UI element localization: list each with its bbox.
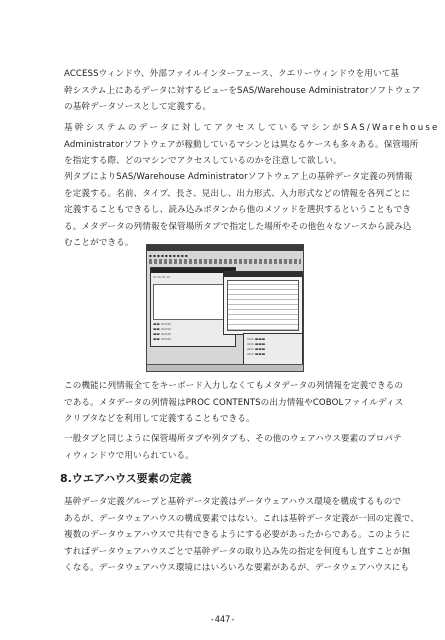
figure-menubar: ▪ ▪ ▪ ▪ ▪ ▪ ▪ ▪ ▪ ▪ — [149, 253, 188, 258]
text-line: ACCESSウィンドウ、外部ファイルインターフェース、クエリーウィンドウを用いて基 — [64, 69, 400, 79]
paragraph-4 — [58, 378, 404, 428]
text-line: クリプタなどを利用して定義することもできる。 — [64, 414, 255, 425]
text-line: すればデータウェアハウスごとで基幹データの取り込み先の指定を何度もし直すことが無 — [64, 546, 411, 557]
paragraph-6 — [58, 494, 419, 577]
paragraph-1 — [58, 66, 421, 116]
software-screenshot-figure — [146, 244, 304, 372]
paragraph-5 — [58, 431, 402, 464]
text-line: 定義することもできるし、読み込みボタンから他のメソッドを選択するということもでき — [64, 205, 412, 216]
text-line: 基幹システムのデータに対してアクセスしているマシンがSAS/Warehouse — [64, 123, 440, 133]
figure-column-window — [223, 271, 303, 335]
paragraph-3 — [58, 169, 413, 252]
figure-dialog-rows: ▭▭ ▬▬▬ ▭▭ ▬▬▬ ▭▭ ▬▬▬ ▭▭ ▬▬▬ — [247, 337, 266, 356]
figure-panel — [153, 284, 233, 320]
text-line: を定義する。名前、タイプ、長さ、見出し、出力形式、入力形式などの情報を各列ごとに — [64, 188, 411, 199]
text-line: る。メタデータの列情報を保管場所タブで指定した場所やその他色々なソースから読み込 — [64, 221, 412, 232]
text-line: あるが、データウェアハウスの構成要素ではない。これは基幹データ定義が一回の定義で、 — [64, 513, 419, 524]
text-line: Administratorソフトウェアが稼動しているマシンとは異なるケースも多々ある。保管場所 — [64, 139, 419, 150]
page-number: -447- — [209, 615, 236, 625]
text-line: この機能に列情報全てをキーボード入力しなくてもメタデータの列情報を定義できるの — [64, 381, 404, 391]
figure-statusbar — [147, 364, 303, 371]
text-line: 複数のデータウェアハウスで共有できるようにする必要があったからである。このように — [64, 530, 411, 541]
figure-window-titlebar — [147, 245, 303, 251]
paragraph-2 — [58, 120, 440, 170]
figure-toolbar — [149, 259, 301, 264]
figure-dialog-window — [243, 333, 303, 367]
text-line: 一般タブと同じように保管場所タブや列タブも、その他のウェアハウス要素のプロパテ — [64, 434, 402, 444]
text-line: 幹システム上にあるデータに対するビューをSAS/Warehouse Administratorソフトウェア — [64, 85, 421, 96]
text-line: である。メタデータの列情報はPROC CONTENTSの出力情報やCOBOLファイルディス — [64, 397, 404, 408]
figure-window-titlebar — [224, 272, 302, 277]
text-line: ィウィンドウで用いられている。 — [64, 450, 194, 461]
text-line: の基幹データソースとして定義する。 — [64, 102, 212, 113]
text-line: むことができる。 — [64, 238, 134, 249]
text-line: 列タブによりSAS/Warehouse Administratorソフトウェア上の基幹データ定義の列情報 — [64, 172, 413, 182]
section-heading: 8.ウエアハウス要素の定義 — [60, 472, 192, 485]
figure-form-rows: ▬▬ ▭▭▭ ▬▬ ▭▭▭ ▬▬ ▭▭▭ ▬▬ ▭▭▭ — [153, 322, 172, 341]
figure-column-grid — [227, 280, 299, 331]
text-line: 基幹データ定義グループと基幹データ定義はデータウェアハウス環境を構成するもので — [64, 497, 402, 507]
text-line: を指定する際、どのマシンでアクセスしているのかを注意して欲しい。 — [64, 156, 342, 167]
text-line: くなる。データウェアハウス環境にはいろいろな要素があるが、データウェアハウスにも — [64, 563, 410, 574]
figure-tabs: ▭ ▭ ▭ ▭ — [153, 275, 171, 279]
